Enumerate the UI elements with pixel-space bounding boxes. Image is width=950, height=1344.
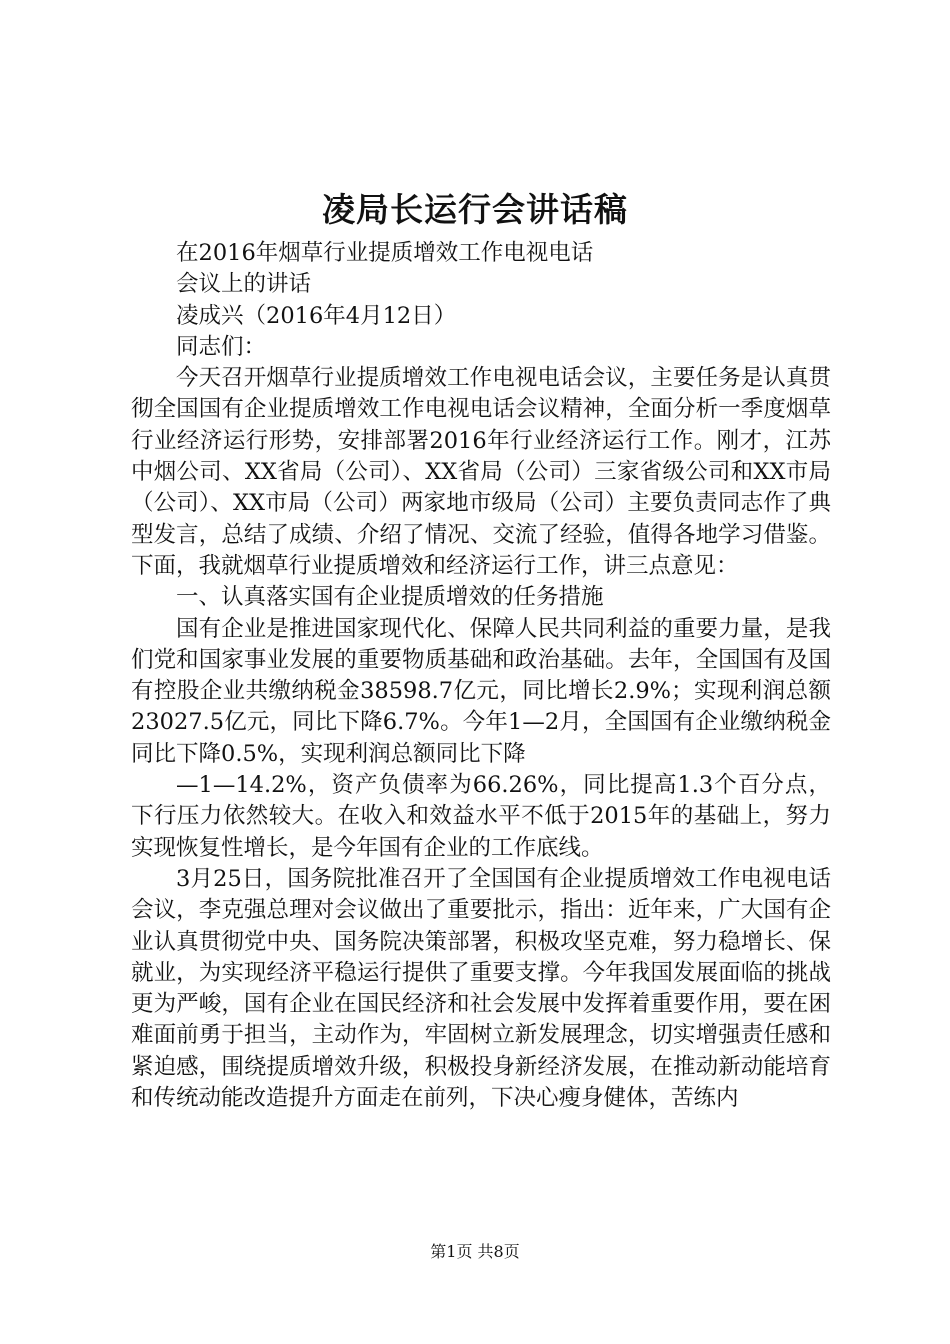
body-paragraph: —1—14.2%，资产负债率为66.26%，同比提高1.3个百分点，下行压力依然较大。在收入和效益水平不低于2015年的基础上，努力实现恢复性增长，是今年国有企业的工作底线。 [131, 772, 831, 861]
body-paragraph: 今天召开烟草行业提质增效工作电视电话会议，主要任务是认真贯彻全国国有企业提质增效工作电视电话会议精神，全面分析一季度烟草行业经济运行形势，安排部署2016年行业经济运行工作。刚才，江苏中烟公司、XX省局（公司）、XX省局（公司）三家省级公司和XX市局（公司）、XX市局（公司）两家地市级局（公司）主要负责同志作了典型发言，总结了成绩、介绍了情况、交流了经验，值得各地学习借鉴。下面，我就烟草行业提质增效和经济运行工作，讲三点意见： [131, 365, 831, 579]
speaker-date-line: 凌成兴（2016年4月12日） [176, 302, 457, 329]
body-paragraph: 国有企业是推进国家现代化、保障人民共同利益的重要力量，是我们党和国家事业发展的重要物质基础和政治基础。去年，全国国有及国有控股企业共缴纳税金38598.7亿元，同比增长2.9%；实现利润总额23027.5亿元，同比下降6.7%。今年1—2月，全国国有企业缴纳税金同比下降0.5%，实现利润总额同比下降 [131, 615, 831, 767]
subtitle-line-1: 在2016年烟草行业提质增效工作电视电话 [176, 240, 594, 266]
document-body [131, 238, 831, 1114]
salutation: 同志们： [176, 333, 267, 360]
document-title: 凌局长运行会讲话稿 [322, 190, 628, 229]
section-heading: 一、认真落实国有企业提质增效的任务措施 [176, 584, 604, 611]
subtitle-line-2: 会议上的讲话 [176, 271, 312, 298]
page-footer: 第1页 共8页 [430, 1242, 520, 1261]
body-paragraph: 3月25日，国务院批准召开了全国国有企业提质增效工作电视电话会议，李克强总理对会议做出了重要批示，指出：近年来，广大国有企业认真贯彻党中央、国务院决策部署，积极攻坚克难，努力稳增长、保就业，为实现经济平稳运行提供了重要支撑。今年我国发展面临的挑战更为严峻，国有企业在国民经济和社会发展中发挥着重要作用，要在困难面前勇于担当，主动作为，牢固树立新发展理念，切实增强责任感和紧迫感，围绕提质增效升级，积极投身新经济发展，在推动新动能培育和传统动能改造提升方面走在前列，下决心瘦身健体，苦练内 [131, 865, 831, 1112]
